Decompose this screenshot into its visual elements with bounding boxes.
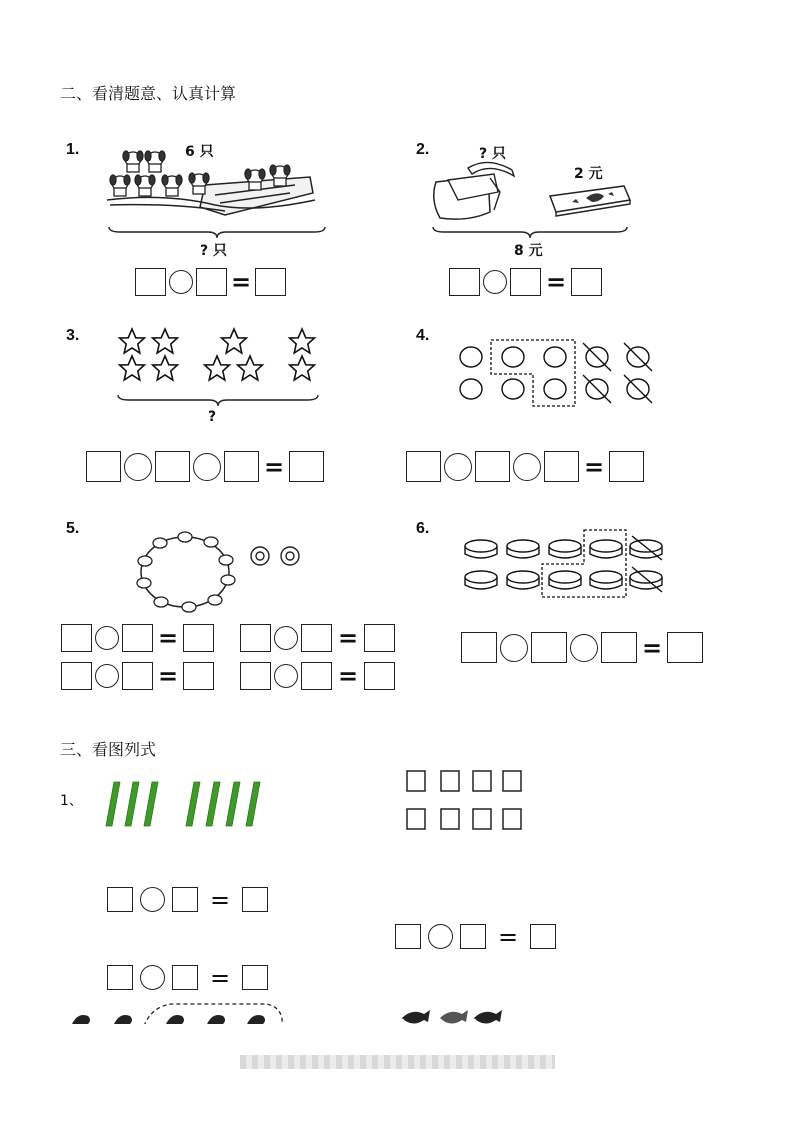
answer-box[interactable] [61, 624, 92, 652]
coin-stack-icon [590, 540, 622, 558]
circle-icon [460, 379, 482, 399]
operator-circle[interactable] [140, 887, 165, 912]
q5-equation-3 [61, 662, 214, 690]
q6-equation [461, 632, 703, 663]
q6-number: 6. [416, 520, 430, 537]
star-icon [290, 329, 315, 353]
circle-icon [544, 379, 566, 399]
q3-number: 3. [66, 327, 80, 344]
equals-sign: = [209, 963, 231, 992]
operator-circle[interactable] [274, 664, 298, 688]
coin-stack-icon [507, 571, 539, 589]
page-bottom-cutoff [0, 1024, 793, 1122]
q2-equation [449, 268, 602, 296]
pencil-box-icon [546, 182, 632, 218]
q4-number: 4. [416, 327, 430, 344]
answer-box[interactable] [242, 887, 268, 912]
q1-picture [105, 145, 325, 230]
fish-icon [207, 1015, 225, 1024]
operator-circle[interactable] [274, 626, 298, 650]
q3-equation [86, 451, 324, 482]
answer-box[interactable] [107, 887, 133, 912]
q4-circles [455, 338, 660, 410]
answer-box[interactable] [122, 662, 153, 690]
q2-box-label: 2 元 [574, 166, 603, 182]
section-3-title: 三、看图列式 [60, 740, 157, 759]
coin-stack-icon [549, 540, 581, 558]
operator-circle[interactable] [95, 664, 119, 688]
stick-icon [186, 782, 200, 826]
answer-box[interactable] [609, 451, 644, 482]
q3-bottom-label: ? [208, 409, 217, 425]
q2-bag-label: ? 只 [479, 146, 506, 162]
q1-number: 1. [66, 141, 80, 158]
q5-equation-2 [240, 624, 395, 652]
answer-box[interactable] [461, 632, 497, 663]
circle-icon [544, 347, 566, 367]
fish-icon [247, 1015, 265, 1024]
answer-box[interactable] [301, 624, 332, 652]
equals-sign: = [497, 922, 519, 951]
fish-icon [114, 1015, 132, 1024]
q1-brace [108, 226, 326, 240]
answer-box[interactable] [289, 451, 324, 482]
q5-number: 5. [66, 520, 80, 537]
s3-q1-squares [405, 769, 525, 831]
coin-stack-icon [630, 571, 662, 589]
stick-icon [106, 782, 120, 826]
equals-sign: = [157, 662, 179, 690]
q2-brace [432, 226, 628, 240]
circle-icon [460, 347, 482, 367]
s3-equation-2 [395, 924, 556, 949]
answer-box[interactable] [122, 624, 153, 652]
q1-top-label: 6 只 [185, 144, 214, 160]
coin-stack-icon [549, 571, 581, 589]
s3-q1-sticks [100, 780, 270, 828]
equals-sign: = [545, 268, 567, 296]
answer-box[interactable] [196, 268, 227, 296]
answer-box[interactable] [107, 965, 133, 990]
answer-box[interactable] [571, 268, 602, 296]
answer-box[interactable] [255, 268, 286, 296]
star-icon [120, 356, 145, 380]
watermark-bar [240, 1055, 555, 1069]
operator-circle[interactable] [169, 270, 193, 294]
s3-q1-number: 1、 [60, 793, 83, 809]
q1-equation [135, 268, 286, 296]
operator-circle[interactable] [428, 924, 453, 949]
bead-ring-icon [133, 528, 243, 618]
star-icon [205, 356, 230, 380]
section-2-title: 二、看清题意、认真计算 [60, 84, 237, 103]
operator-circle[interactable] [95, 626, 119, 650]
operator-circle[interactable] [140, 965, 165, 990]
answer-box[interactable] [475, 451, 510, 482]
stick-icon [246, 782, 260, 826]
q1-bottom-label: ? 只 [200, 243, 227, 259]
operator-circle[interactable] [513, 453, 541, 481]
s3-q2-fish-left [62, 1000, 287, 1026]
circle-icon [502, 379, 524, 399]
answer-box[interactable] [449, 268, 480, 296]
equals-sign: = [230, 268, 252, 296]
equals-sign: = [209, 885, 231, 914]
answer-box[interactable] [601, 632, 637, 663]
star-icon [153, 329, 178, 353]
answer-box[interactable] [301, 662, 332, 690]
fish-icon [72, 1015, 90, 1024]
equals-sign: = [641, 633, 663, 662]
stick-icon [144, 782, 158, 826]
equals-sign: = [337, 624, 359, 652]
answer-box[interactable] [224, 451, 259, 482]
answer-box[interactable] [172, 965, 198, 990]
equals-sign: = [583, 452, 605, 481]
answer-box[interactable] [183, 624, 214, 652]
fish-icon [402, 1010, 430, 1024]
stick-icon [206, 782, 220, 826]
answer-box[interactable] [531, 632, 567, 663]
q5-equation-4 [240, 662, 395, 690]
s3-equation-1 [107, 887, 268, 912]
q5-single-beads [248, 545, 304, 569]
equals-sign: = [157, 624, 179, 652]
operator-circle[interactable] [444, 453, 472, 481]
q2-bottom-label: 8 元 [514, 243, 543, 259]
answer-box[interactable] [135, 268, 166, 296]
answer-box[interactable] [460, 924, 486, 949]
stick-icon [125, 782, 139, 826]
answer-box[interactable] [364, 624, 395, 652]
operator-circle[interactable] [193, 453, 221, 481]
q4-equation [406, 451, 644, 482]
operator-circle[interactable] [124, 453, 152, 481]
s3-equation-3 [107, 965, 268, 990]
answer-box[interactable] [61, 662, 92, 690]
q5-equation-1 [61, 624, 214, 652]
answer-box[interactable] [242, 965, 268, 990]
coin-stack-icon [465, 571, 497, 589]
fish-icon [166, 1015, 184, 1024]
equals-sign: = [263, 452, 285, 481]
fish-icon [474, 1010, 502, 1024]
answer-box[interactable] [172, 887, 198, 912]
q2-number: 2. [416, 141, 430, 158]
circle-icon [502, 347, 524, 367]
answer-box[interactable] [395, 924, 421, 949]
star-icon [120, 329, 145, 353]
answer-box[interactable] [240, 662, 271, 690]
star-icon [238, 356, 263, 380]
answer-box[interactable] [364, 662, 395, 690]
answer-box[interactable] [155, 451, 190, 482]
answer-box[interactable] [530, 924, 556, 949]
answer-box[interactable] [510, 268, 541, 296]
fish-icon [440, 1010, 468, 1024]
q6-coins [462, 528, 672, 600]
q3-stars [114, 326, 324, 386]
answer-box[interactable] [240, 624, 271, 652]
operator-circle[interactable] [570, 634, 598, 662]
operator-circle[interactable] [483, 270, 507, 294]
star-icon [153, 356, 178, 380]
equals-sign: = [337, 662, 359, 690]
answer-box[interactable] [406, 451, 441, 482]
coin-stack-icon [507, 540, 539, 558]
answer-box[interactable] [86, 451, 121, 482]
star-icon [222, 329, 247, 353]
bag-icon [428, 160, 520, 222]
answer-box[interactable] [183, 662, 214, 690]
operator-circle[interactable] [500, 634, 528, 662]
answer-box[interactable] [667, 632, 703, 663]
stick-icon [226, 782, 240, 826]
answer-box[interactable] [544, 451, 579, 482]
q3-brace [117, 394, 319, 408]
coin-stack-icon [465, 540, 497, 558]
star-icon [290, 356, 315, 380]
coin-stack-icon [590, 571, 622, 589]
